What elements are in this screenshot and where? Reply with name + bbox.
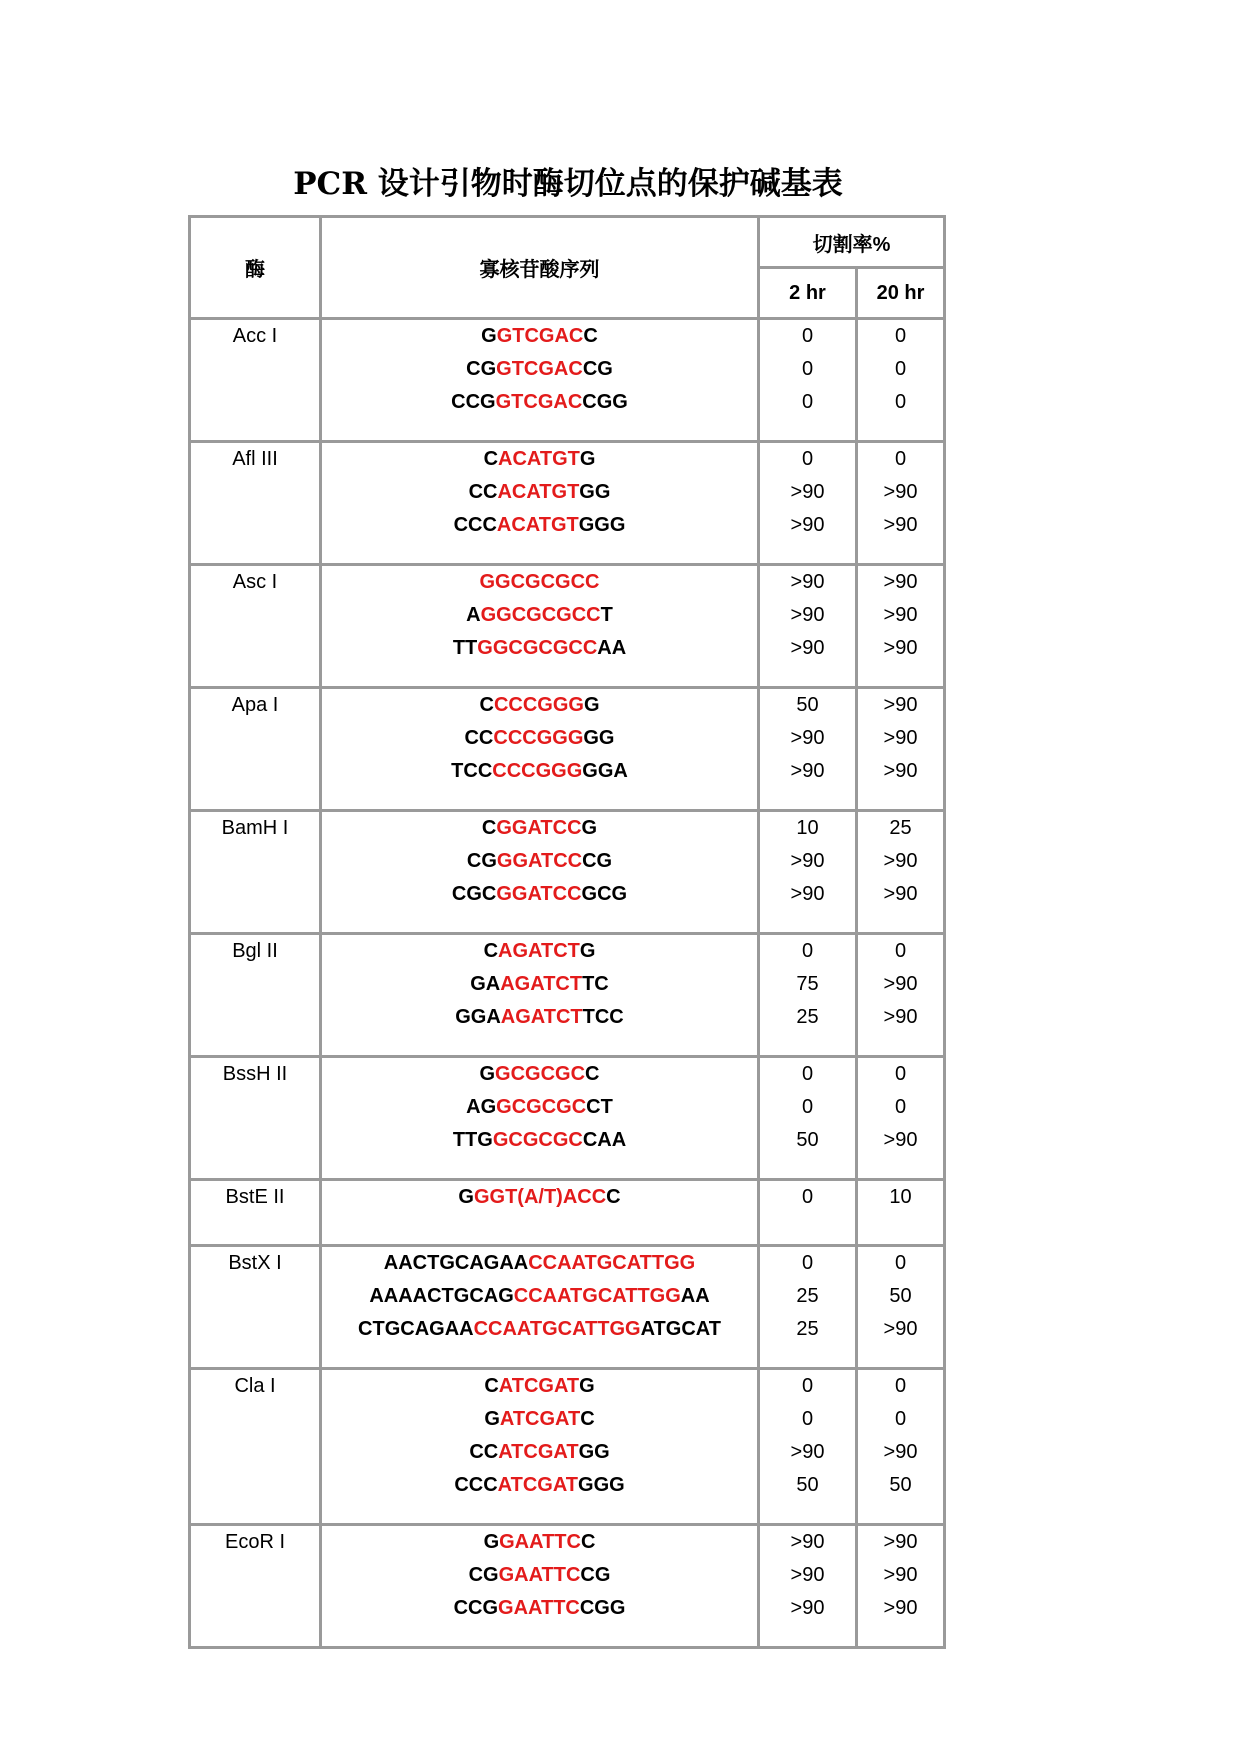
enzyme-name [191, 935, 322, 1058]
oligo-sequence [322, 1592, 757, 1625]
sequence-site: ACATGT [498, 448, 580, 470]
sequence-suffix: G [579, 940, 596, 962]
table-row [191, 443, 946, 566]
sequence-suffix: CG [580, 1564, 611, 1586]
cleavage-value: >90 [883, 1597, 918, 1619]
enzyme-label: Cla I [234, 1375, 276, 1397]
cleavage-hr20 [858, 689, 946, 812]
sequence-prefix: TTG [452, 1129, 493, 1151]
cleavage-value: 25 [796, 1006, 819, 1028]
enzyme-label: Apa I [231, 694, 279, 716]
oligo-sequences [322, 443, 760, 566]
sequence-site: AGATCT [500, 1006, 583, 1028]
sequence-prefix: AACTGCAGAA [383, 1252, 529, 1274]
enzyme-label: Bgl II [232, 940, 278, 962]
cleavage-value: >90 [790, 571, 825, 593]
oligo-sequence [322, 812, 757, 845]
sequence-suffix: T [600, 604, 613, 626]
sequence-prefix: G [484, 1408, 500, 1430]
header-2hr: 2 hr [760, 269, 858, 320]
cleavage-hr2 [760, 1181, 858, 1247]
oligo-sequences [322, 812, 760, 935]
enzyme-name [191, 812, 322, 935]
cleavage-value: 0 [801, 1186, 814, 1208]
cleavage-hr2 [760, 689, 858, 812]
sequence-site: AGATCT [498, 940, 580, 962]
oligo-sequence [322, 935, 757, 968]
cleavage-hr20 [858, 1370, 946, 1526]
table-row [191, 935, 946, 1058]
sequence-suffix: C [583, 325, 598, 347]
sequence-site: ATCGAT [497, 1474, 579, 1496]
oligo-sequence [322, 689, 757, 722]
sequence-site: GAATTC [498, 1564, 581, 1586]
sequence-site: GAATTC [499, 1531, 581, 1553]
sequence-suffix: CT [586, 1096, 613, 1118]
sequence-suffix: GCG [581, 883, 628, 905]
cleavage-hr2 [760, 1058, 858, 1181]
sequence-prefix: CCG [453, 1597, 499, 1619]
sequence-site: GTCGAC [496, 358, 583, 380]
sequence-site: GTCGAC [496, 325, 584, 347]
enzyme-label: EcoR I [224, 1531, 286, 1553]
sequence-prefix: AAAACTGCAG [369, 1285, 514, 1307]
cleavage-hr20 [858, 1181, 946, 1247]
sequence-suffix: GG [579, 481, 611, 503]
cleavage-value: 0 [894, 1375, 907, 1397]
sequence-suffix: TC [582, 973, 609, 995]
cleavage-value: 0 [894, 358, 907, 380]
oligo-sequences [322, 935, 760, 1058]
oligo-sequences [322, 320, 760, 443]
table-row [191, 320, 946, 443]
cleavage-hr2 [760, 443, 858, 566]
table-row [191, 1370, 946, 1526]
sequence-site: CCAATGCATTGG [513, 1285, 681, 1307]
sequence-prefix: G [481, 325, 497, 347]
sequence-prefix: CCG [451, 391, 496, 413]
cleavage-value: 0 [801, 1063, 814, 1085]
oligo-sequences [322, 1181, 760, 1247]
cleavage-value: >90 [883, 571, 918, 593]
oligo-sequence [322, 1313, 757, 1346]
cleavage-hr2 [760, 812, 858, 935]
cleavage-value: >90 [883, 1564, 918, 1586]
sequence-suffix: GGG [578, 1474, 625, 1496]
sequence-prefix: G [483, 1531, 500, 1553]
cleavage-value: >90 [790, 1531, 825, 1553]
oligo-sequence [322, 1559, 757, 1592]
cleavage-value: 25 [889, 817, 912, 839]
sequence-site: CCAATGCATTGG [528, 1252, 696, 1274]
sequence-prefix: C [483, 940, 499, 962]
oligo-sequence [322, 1370, 757, 1403]
oligo-sequence [322, 968, 757, 1001]
sequence-prefix: G [458, 1186, 474, 1208]
cleavage-value: 0 [894, 1252, 907, 1274]
header-sequence: 寡核苷酸序列 [322, 218, 760, 320]
sequence-suffix: ATGCAT [640, 1318, 721, 1340]
cleavage-value: 0 [801, 1252, 814, 1274]
oligo-sequence [322, 755, 757, 788]
cleavage-value: >90 [790, 883, 825, 905]
sequence-prefix: C [481, 817, 497, 839]
cleavage-value: 0 [801, 325, 814, 347]
cleavage-value: 0 [801, 1375, 814, 1397]
cleavage-value: 50 [889, 1474, 912, 1496]
sequence-site: GCGCGC [495, 1063, 586, 1085]
oligo-sequences [322, 566, 760, 689]
cleavage-value: >90 [790, 760, 825, 782]
cleavage-value: >90 [883, 1129, 918, 1151]
cleavage-value: 0 [894, 1063, 907, 1085]
enzyme-label: Afl III [232, 448, 278, 470]
cleavage-value: >90 [883, 637, 918, 659]
sequence-suffix: CGG [579, 1597, 626, 1619]
sequence-site: GGATCC [496, 817, 582, 839]
sequence-site: CCCGGG [493, 727, 584, 749]
oligo-sequence [322, 1001, 757, 1034]
sequence-suffix: G [579, 1375, 595, 1397]
table-row [191, 566, 946, 689]
cleavage-value: >90 [883, 850, 918, 872]
sequence-prefix: GA [470, 973, 501, 995]
enzyme-name [191, 1247, 322, 1370]
enzyme-label: BssH II [222, 1063, 288, 1085]
cleavage-value: 10 [889, 1186, 912, 1208]
oligo-sequences [322, 1247, 760, 1370]
table-row [191, 1526, 946, 1649]
sequence-site: GGCGCGCC [479, 571, 600, 593]
sequence-prefix: C [479, 694, 494, 716]
cleavage-value: >90 [883, 727, 918, 749]
enzyme-label: Asc I [232, 571, 278, 593]
cleavage-value: 0 [894, 1408, 907, 1430]
oligo-sequence [322, 566, 757, 599]
sequence-prefix: GGA [455, 1006, 501, 1028]
sequence-site: CCAATGCATTGG [473, 1318, 641, 1340]
page-title: PCR 设计引物时酶切位点的保护碱基表 [293, 166, 843, 202]
enzyme-name [191, 1058, 322, 1181]
cleavage-value: 50 [796, 1129, 819, 1151]
cleavage-value: >90 [883, 883, 918, 905]
sequence-prefix: C [484, 1375, 499, 1397]
enzyme-label: BstE II [225, 1186, 285, 1208]
oligo-sequence [322, 1124, 757, 1157]
oligo-sequence [322, 386, 757, 419]
sequence-site: ACATGT [497, 481, 580, 503]
sequence-site: ACATGT [496, 514, 579, 536]
cleavage-value: >90 [883, 1531, 918, 1553]
oligo-sequence [322, 1247, 757, 1280]
enzyme-name [191, 1526, 322, 1649]
cleavage-value: >90 [883, 481, 918, 503]
cleavage-value: 25 [796, 1285, 819, 1307]
sequence-suffix: AA [597, 637, 627, 659]
cleavage-value: >90 [883, 760, 918, 782]
sequence-prefix: CC [464, 727, 494, 749]
header-20hr: 20 hr [858, 269, 946, 320]
sequence-suffix: GG [583, 727, 615, 749]
cleavage-value: >90 [790, 1564, 825, 1586]
oligo-sequence [322, 1280, 757, 1313]
cleavage-hr2 [760, 935, 858, 1058]
sequence-site: ATCGAT [499, 1408, 581, 1430]
enzyme-label: Acc I [232, 325, 278, 347]
sequence-suffix: G [583, 694, 600, 716]
sequence-suffix: C [580, 1408, 595, 1430]
cleavage-hr20 [858, 443, 946, 566]
enzyme-name [191, 1370, 322, 1526]
cleavage-value: 0 [894, 940, 907, 962]
sequence-prefix: CC [469, 1441, 499, 1463]
oligo-sequence [322, 320, 757, 353]
cleavage-value: 50 [796, 694, 819, 716]
cleavage-value: >90 [883, 694, 918, 716]
sequence-prefix: C [483, 448, 499, 470]
cleavage-hr20 [858, 1247, 946, 1370]
cleavage-hr20 [858, 320, 946, 443]
sequence-suffix: AA [680, 1285, 710, 1307]
cleavage-value: >90 [790, 481, 825, 503]
cleavage-hr20 [858, 566, 946, 689]
sequence-prefix: CG [468, 1564, 499, 1586]
sequence-site: GGCGCGCC [477, 637, 598, 659]
sequence-site: GGT(A/T)ACC [473, 1186, 607, 1208]
oligo-sequences [322, 1526, 760, 1649]
sequence-prefix: TT [452, 637, 478, 659]
enzyme-name [191, 443, 322, 566]
cleavage-value: 75 [796, 973, 819, 995]
sequence-prefix: AG [466, 1096, 497, 1118]
cleavage-hr2 [760, 566, 858, 689]
cleavage-value: 50 [889, 1285, 912, 1307]
enzyme-label: BstX I [228, 1252, 282, 1274]
cleavage-hr2 [760, 320, 858, 443]
sequence-site: GCGCGC [496, 1096, 587, 1118]
sequence-suffix: C [585, 1063, 600, 1085]
sequence-suffix: G [581, 817, 598, 839]
oligo-sequence [322, 722, 757, 755]
table-body [191, 320, 946, 1649]
sequence-site: GCGCGC [492, 1129, 583, 1151]
cleavage-value: 50 [796, 1474, 819, 1496]
enzyme-protection-table [188, 215, 946, 1649]
oligo-sequence [322, 1091, 757, 1124]
oligo-sequence [322, 599, 757, 632]
cleavage-value: >90 [883, 604, 918, 626]
sequence-suffix: C [606, 1186, 621, 1208]
cleavage-value: 0 [894, 448, 907, 470]
oligo-sequences [322, 689, 760, 812]
oligo-sequence [322, 632, 757, 665]
cleavage-value: >90 [883, 1441, 918, 1463]
cleavage-value: 0 [894, 1096, 907, 1118]
cleavage-hr20 [858, 812, 946, 935]
table-row [191, 689, 946, 812]
sequence-prefix: CG [466, 850, 497, 872]
cleavage-hr2 [760, 1526, 858, 1649]
sequence-site: ATCGAT [498, 1441, 579, 1463]
cleavage-value: 0 [801, 448, 814, 470]
sequence-prefix: CCC [454, 1474, 498, 1496]
oligo-sequence [322, 1403, 757, 1436]
cleavage-value: 0 [894, 391, 907, 413]
cleavage-hr20 [858, 1526, 946, 1649]
enzyme-label: BamH I [221, 817, 289, 839]
oligo-sequence [322, 845, 757, 878]
sequence-site: GTCGAC [495, 391, 583, 413]
cleavage-value: 0 [801, 1096, 814, 1118]
sequence-site: ATCGAT [498, 1375, 580, 1397]
oligo-sequence [322, 1436, 757, 1469]
enzyme-name [191, 320, 322, 443]
cleavage-value: >90 [790, 637, 825, 659]
cleavage-hr2 [760, 1247, 858, 1370]
cleavage-hr20 [858, 1058, 946, 1181]
table-row [191, 1058, 946, 1181]
sequence-suffix: GG [578, 1441, 610, 1463]
sequence-site: CCCGGG [492, 760, 583, 782]
sequence-prefix: G [479, 1063, 496, 1085]
cleavage-value: >90 [883, 1318, 918, 1340]
sequence-suffix: GGA [582, 760, 628, 782]
sequence-suffix: TCC [582, 1006, 624, 1028]
sequence-suffix: CG [582, 850, 613, 872]
header-cleavage: 切割率% [760, 218, 946, 269]
sequence-suffix: CGG [582, 391, 628, 413]
cleavage-value: >90 [790, 514, 825, 536]
oligo-sequence [322, 509, 757, 542]
cleavage-value: 0 [801, 940, 814, 962]
oligo-sequence [322, 1181, 757, 1214]
sequence-suffix: G [579, 448, 596, 470]
cleavage-value: 25 [796, 1318, 819, 1340]
oligo-sequences [322, 1370, 760, 1526]
oligo-sequence [322, 878, 757, 911]
cleavage-value: >90 [790, 1441, 825, 1463]
oligo-sequence [322, 1526, 757, 1559]
sequence-suffix: C [580, 1531, 596, 1553]
cleavage-value: 0 [801, 358, 814, 380]
cleavage-value: >90 [790, 604, 825, 626]
sequence-prefix: CTGCAGAA [358, 1318, 474, 1340]
sequence-prefix: CG [466, 358, 497, 380]
oligo-sequence [322, 1058, 757, 1091]
table-row [191, 812, 946, 935]
cleavage-value: 0 [801, 1408, 814, 1430]
oligo-sequence [322, 476, 757, 509]
cleavage-value: >90 [790, 850, 825, 872]
sequence-suffix: GGG [578, 514, 626, 536]
table-row [191, 1181, 946, 1247]
oligo-sequences [322, 1058, 760, 1181]
cleavage-hr2 [760, 1370, 858, 1526]
sequence-site: GGATCC [496, 883, 582, 905]
cleavage-value: >90 [790, 1597, 825, 1619]
enzyme-name [191, 1181, 322, 1247]
cleavage-value: >90 [883, 1006, 918, 1028]
table-header [191, 218, 946, 320]
cleavage-value: 0 [894, 325, 907, 347]
cleavage-value: 10 [796, 817, 819, 839]
enzyme-name [191, 566, 322, 689]
oligo-sequence [322, 353, 757, 386]
sequence-prefix: TCC [451, 760, 493, 782]
sequence-suffix: CG [582, 358, 613, 380]
sequence-prefix: A [466, 604, 481, 626]
oligo-sequence [322, 443, 757, 476]
sequence-prefix: CC [468, 481, 498, 503]
sequence-site: GAATTC [498, 1597, 580, 1619]
cleavage-value: 0 [801, 391, 814, 413]
cleavage-value: >90 [883, 514, 918, 536]
cleavage-value: >90 [790, 727, 825, 749]
enzyme-name [191, 689, 322, 812]
header-enzyme: 酶 [191, 218, 322, 320]
sequence-prefix: CGC [451, 883, 497, 905]
sequence-site: CCCGGG [493, 694, 584, 716]
sequence-site: GGCGCGCC [480, 604, 601, 626]
cleavage-hr20 [858, 935, 946, 1058]
oligo-sequence [322, 1469, 757, 1502]
sequence-suffix: CAA [582, 1129, 627, 1151]
sequence-prefix: CCC [453, 514, 497, 536]
sequence-site: AGATCT [500, 973, 583, 995]
sequence-site: GGATCC [496, 850, 583, 872]
header-row-1 [191, 218, 946, 269]
table-row [191, 1247, 946, 1370]
cleavage-value: >90 [883, 973, 918, 995]
